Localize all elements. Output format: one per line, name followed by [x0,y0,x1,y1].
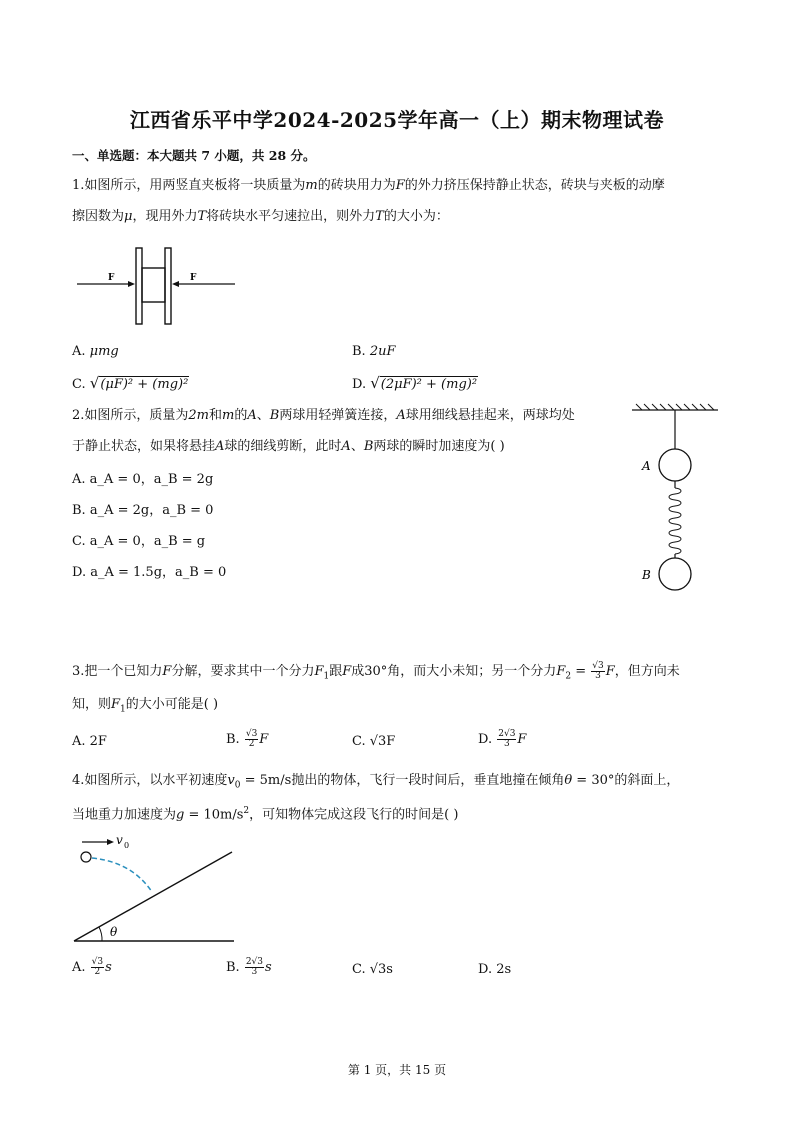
section-heading: 一、单选题：本大题共 7 小题，共 28 分。 [72,148,316,163]
q3-option-a[interactable]: A. 2F [72,734,107,749]
figure-angle-label: θ [110,925,118,939]
q3-option-b[interactable]: B. $\frac{√3}{2}$ F [226,729,269,749]
question-4-line-2: 当地重力加速度为$g = 10m/s^2$，可知物体完成这段飞行的时间是( ) [72,806,459,823]
q2-option-a[interactable]: A. a_A = 0，a_B = 2g [72,472,214,487]
q4-option-d[interactable]: D. 2s [478,962,512,977]
q2-option-c[interactable]: C. a_A = 0，a_B = g [72,534,206,549]
figure-ball-a-label: A [642,459,651,473]
question-1-figure [72,242,242,328]
q3-option-d[interactable]: D. $\frac{2√3}{3}$ F [478,729,527,749]
figure-force-label-left: F [108,273,115,283]
q2-option-d[interactable]: D. a_A = 1.5g，a_B = 0 [72,565,227,580]
exam-title: 江西省乐平中学2024-2025学年高一（上）期末物理试卷 [129,108,665,132]
figure-velocity-sub: 0 [124,841,130,850]
q2-option-b[interactable]: B. a_A = 2g，a_B = 0 [72,503,214,518]
question-1-line-2: 擦因数为μ，现用外力T将砖块水平匀速拉出，则外力T的大小为： [72,209,449,224]
question-2-figure [630,400,720,596]
figure-force-label-right: F [190,273,197,283]
question-4-figure [72,830,242,946]
question-2-line-2: 于静止状态，如果将悬挂A球的细线剪断，此时A、B两球的瞬时加速度为( ) [72,439,505,454]
question-2-line-1: 2.如图所示，质量为2m和m的A、B两球用轻弹簧连接，A球用细线悬挂起来，两球均处 [72,408,575,423]
q4-option-a[interactable]: A. $\frac{√3}{2}$ s [72,957,112,977]
q4-option-c[interactable]: C. √3s [352,962,393,977]
figure-ball-b-label: B [642,568,651,582]
q1-option-c[interactable]: C. √(μF)² + (mg)² [72,374,189,392]
question-1-line-1: 1.如图所示，用两竖直夹板将一块质量为m的砖块用力为F的外力挤压保持静止状态，砖块与夹板的动摩 [72,178,665,193]
question-4-line-1: 4.如图所示，以水平初速度$v_0 = 5m/s$抛出的物体，飞行一段时间后，垂直地撞在倾角θ = 30°的斜面上， [72,773,680,791]
q3-option-c[interactable]: C. √3F [352,734,396,749]
page-footer: 第 1 页，共 15 页 [347,1063,447,1077]
q1-option-a[interactable]: A. μmg [72,344,119,359]
figure-velocity-label: v [116,833,123,847]
q4-option-b[interactable]: B. $\frac{2√3}{3}$ s [226,957,272,977]
q1-option-b[interactable]: B. 2uF [352,344,396,359]
question-3-line-1: 3.把一个已知力F分解，要求其中一个分力$F_1$跟F成30°角，而大小未知；另一个分力$F_2$ = $\frac{√3}{3}$ F，但方向未 [72,661,680,682]
question-3-line-2: 知，则$F_1$的大小可能是( ) [72,697,219,715]
q1-option-d[interactable]: D. √(2μF)² + (mg)² [352,374,478,392]
